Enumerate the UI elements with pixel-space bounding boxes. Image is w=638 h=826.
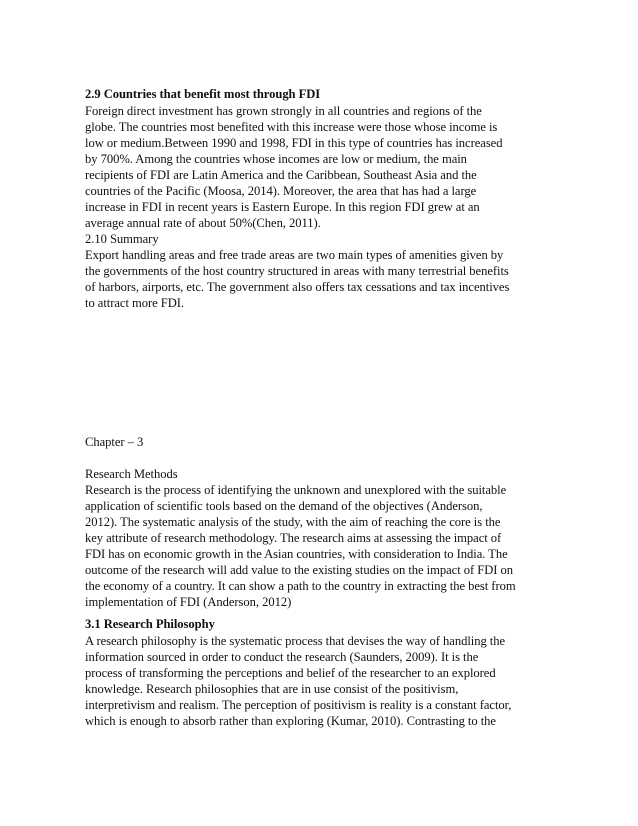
paragraph-line: key attribute of research methodology. The research aims at assessing the impact of <box>85 531 502 545</box>
paragraph-line: countries of the Pacific (Moosa, 2014). Moreover, the area that has had a large <box>85 184 477 198</box>
paragraph-line: the governments of the host country structured in areas with many terrestrial benefits <box>85 264 509 278</box>
paragraph-line: information sourced in order to conduct the research (Saunders, 2009). It is the <box>85 650 479 664</box>
paragraph-line: to attract more FDI. <box>85 296 185 310</box>
paragraph-line: interpretivism and realism. The perception of positivism is reality is a constant factor, <box>85 698 512 712</box>
paragraph-line: implementation of FDI (Anderson, 2012) <box>85 595 292 609</box>
chapter-title: Chapter – 3 <box>85 435 144 449</box>
section-heading-2-10: 2.10 Summary <box>85 232 159 246</box>
paragraph-line: Foreign direct investment has grown strongly in all countries and regions of the <box>85 104 482 118</box>
paragraph-line: by 700%. Among the countries whose incomes are low or medium, the main <box>85 152 467 166</box>
paragraph-line: low or medium.Between 1990 and 1998, FDI in this type of countries has increased <box>85 136 503 150</box>
paragraph-line: which is enough to absorb rather than exploring (Kumar, 2010). Contrasting to the <box>85 714 496 728</box>
paragraph-line: the economy of a country. It can show a path to the country in extracting the best from <box>85 579 516 593</box>
paragraph-line: application of scientific tools based on the demand of the objectives (Anderson, <box>85 499 483 513</box>
paragraph-line: 2012). The systematic analysis of the study, with the aim of reaching the core is the <box>85 515 501 529</box>
section-heading-2-9: 2.9 Countries that benefit most through FDI <box>85 87 321 101</box>
paragraph-line: A research philosophy is the systematic process that devises the way of handling the <box>85 634 506 648</box>
paragraph-line: increase in FDI in recent years is Eastern Europe. In this region FDI grew at an <box>85 200 480 214</box>
paragraph-line: FDI has on economic growth in the Asian countries, with consideration to India. The <box>85 547 508 561</box>
paragraph-line: of harbors, airports, etc. The government also offers tax cessations and tax incentives <box>85 280 510 294</box>
paragraph-line: knowledge. Research philosophies that are in use consist of the positivism, <box>85 682 459 696</box>
paragraph-line: process of transforming the perceptions and belief of the researcher to an explored <box>85 666 496 680</box>
paragraph-line: globe. The countries most benefited with this increase were those whose income is <box>85 120 498 134</box>
section-heading-research-methods: Research Methods <box>85 467 178 481</box>
paragraph-line: outcome of the research will add value to the existing studies on the impact of FDI on <box>85 563 513 577</box>
section-heading-3-1: 3.1 Research Philosophy <box>85 617 215 631</box>
paragraph-line: recipients of FDI are Latin America and the Caribbean, Southeast Asia and the <box>85 168 477 182</box>
paragraph-line: average annual rate of about 50%(Chen, 2011). <box>85 216 321 230</box>
paragraph-line: Research is the process of identifying the unknown and unexplored with the suitable <box>85 483 507 497</box>
paragraph-line: Export handling areas and free trade areas are two main types of amenities given by <box>85 248 504 262</box>
